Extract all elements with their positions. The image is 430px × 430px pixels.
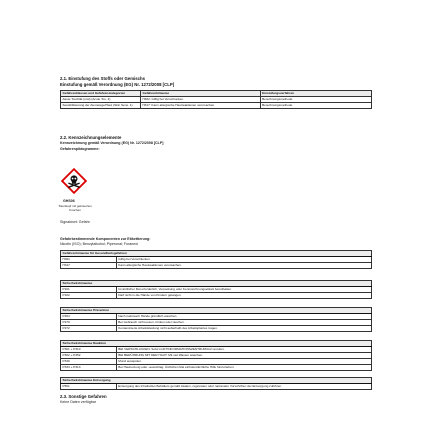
table-cell: Berechnungsmethode <box>260 103 371 109</box>
table-cell: Sensibilisierung der Atemwege/Haut (Skin Sens. 1) <box>61 103 141 109</box>
statement-text: Ist ärztlicher Rat erforderlich, Verpackung oder Kennzeichnungsetikett bereithalten. <box>116 287 371 293</box>
statement-code: P301 + P310 <box>61 347 117 353</box>
statement-code: P270 <box>61 320 117 326</box>
statement-code: H317 <box>61 263 117 269</box>
section-2-1-title: 2.1. Einstufung des Stoffs oder Gemischs <box>60 76 145 81</box>
statement-code: P101 <box>61 287 117 293</box>
statement-text: Mund ausspülen. <box>116 359 371 365</box>
section-header-cell: Sicherheitshinweise Prävention <box>61 308 372 314</box>
table-cell: Akute Toxizität (oral) (Acute Tox. 4) <box>61 97 141 103</box>
components-title: Gefahrbestimmende Komponenten zur Etikettierung: <box>60 237 151 241</box>
table-cell: H317: Kann allergische Hautreaktionen verursachen. <box>140 103 260 109</box>
statement-code: H301 <box>61 257 117 263</box>
ghs06-skull-pictogram-icon <box>60 167 88 195</box>
table-cell: H302: Giftig bei Verschlucken. <box>140 97 260 103</box>
section-header-cell: Gefahrenhinweise für Gesundheitsgefahren <box>61 251 372 257</box>
statement-text: Bei Gebrauch nicht essen, trinken oder rauchen. <box>116 320 371 326</box>
table-row <box>61 293 372 299</box>
table-row <box>61 384 372 390</box>
statement-text: Kann allergische Hautreaktionen verursachen. <box>116 263 371 269</box>
components-list: Nicotin (ISO); Benzylalkohol; Piperonal; Furaneol <box>60 242 139 246</box>
col-header-hazards: Gefahrenhinweise <box>140 91 260 97</box>
table-cell: Berechnungsmethode <box>260 97 371 103</box>
section-2-3-title: 2.3. Sonstige Gefahren <box>60 394 107 399</box>
precautionary-disposal-table <box>60 377 372 390</box>
section-header-cell: Sicherheitshinweise Reaktion <box>61 341 372 347</box>
statement-code: P102 <box>61 293 117 299</box>
statement-text: Darf nicht in die Hände von Kindern gelangen. <box>116 293 371 299</box>
precautionary-prevention-table <box>60 307 372 332</box>
table-row <box>61 263 372 269</box>
col-header-classes: Gefahrenklassen und Gefahren-kategorien <box>61 91 141 97</box>
ghs-code: GHS06 <box>63 199 75 203</box>
statement-code: P272 <box>61 326 117 332</box>
section-2-3-text: Keine Daten verfügbar <box>60 400 96 404</box>
statement-text: Nach Gebrauch Hände gründlich waschen. <box>116 314 371 320</box>
col-header-procedure: Einstufungsverfahren <box>260 91 371 97</box>
table-row <box>61 365 372 371</box>
pictograms-label: Gefahrenpiktogramme: <box>60 147 100 151</box>
section-header-cell: Sicherheitshinweise <box>61 281 372 287</box>
statement-code: P501 <box>61 384 117 390</box>
precautionary-general-table <box>60 280 372 299</box>
statement-code: P330 <box>61 359 117 365</box>
statement-text: Bei Hautreizung oder -ausschlag: Ärztlichen Rat einholen/ärztliche Hilfe hinzuziehen. <box>116 365 371 371</box>
statement-code: P302 + P352 <box>61 353 117 359</box>
section-header-cell: Sicherheitshinweise Entsorgung <box>61 378 372 384</box>
statement-text: Giftig bei Verschlucken. <box>116 257 371 263</box>
statement-text: Kontaminierte Arbeitskleidung nicht außerhalb des Arbeitsplatzes tragen. <box>116 326 371 332</box>
statement-code: P264 <box>61 314 117 320</box>
section-2-2-subtitle: Kennzeichnung gemäß Verordnung (EG) Nr. 1272/2008 [CLP] <box>60 141 164 145</box>
statement-text: BEI BERÜHRUNG MIT DER HAUT: Mit viel Wasser waschen. <box>116 353 371 359</box>
signal-word: Signalwort: Gefahr <box>60 220 90 224</box>
hazard-statements-table <box>60 250 372 269</box>
statement-code: P333 + P313 <box>61 365 117 371</box>
precautionary-response-table <box>60 340 372 371</box>
ghs-caption: Totenkopf mit gekreuzten Knochen <box>58 204 92 212</box>
classification-table <box>60 90 372 109</box>
statement-text: BEI VERSCHLUCKEN: Sofort GIFTINFORMATIONSZENTRUM/Arzt anrufen. <box>116 347 371 353</box>
section-2-1-subtitle: Einstufung gemäß Verordnung (EG) Nr. 1272/2008 [CLP] <box>60 82 175 87</box>
table-row <box>61 326 372 332</box>
table-row <box>61 103 372 109</box>
statement-text: Entsorgung des Inhalts/des Behälters gemäß lokalen, regionalen oder nationalen Vorschriften der Entsorgung zuführen. <box>116 384 371 390</box>
section-2-2-title: 2.2. Kennzeichnungselemente <box>60 135 122 140</box>
